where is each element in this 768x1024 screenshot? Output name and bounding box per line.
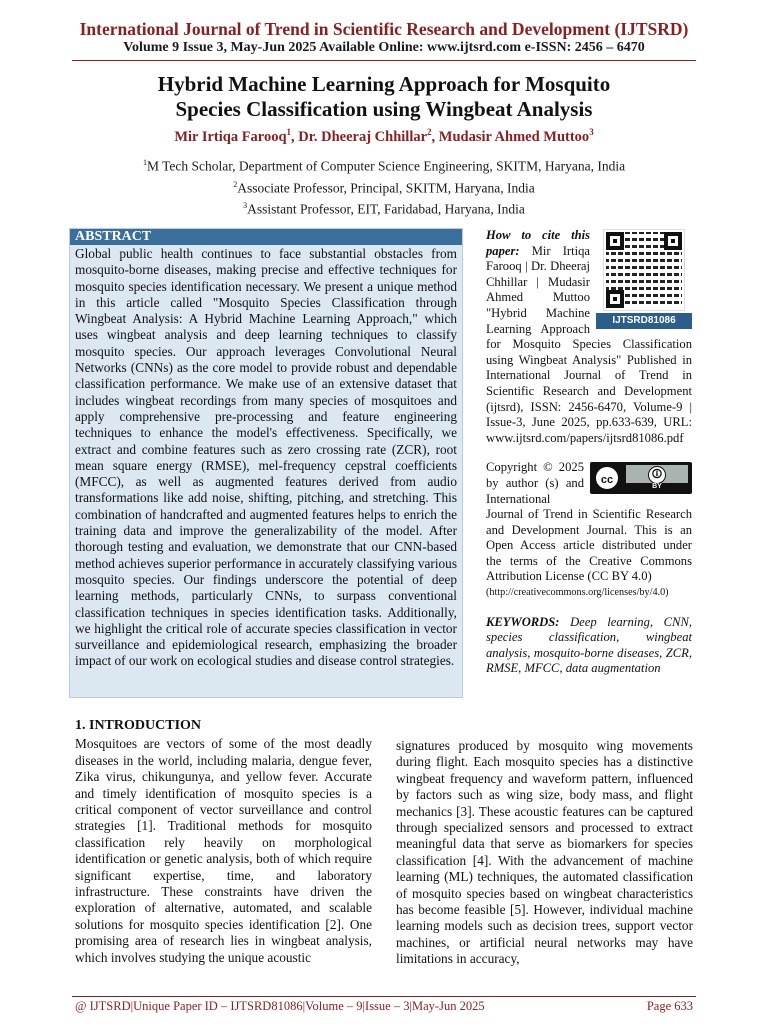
section-heading: 1. INTRODUCTION [75,718,202,733]
author-sup: 3 [589,127,594,137]
author-sep: , [431,128,439,145]
person-icon: 🛈 [648,466,666,484]
paper-title [0,72,768,122]
cc-icon: cc [594,465,620,491]
by-label: BY [626,483,688,491]
footer-paper-id: Unique Paper ID – IJTSRD81086 [133,999,303,1013]
footer-brand: @ IJTSRD [75,999,131,1013]
qr-code-icon [604,230,684,310]
intro-paragraph-left: Mosquitoes are vectors of some of the most deadly diseases in the world, including malaria, dengue fever, Zika virus, chikungunya, and yellow fever. Accurate and timely identification of mosquito species is a critical component of vector surveillance and control strategies [1]. Traditional methods for mosquito classification rely heavily on morphological identification or genetic analysis, both of which require significant expertise, time, and laboratory infrastructure. These constraints have driven the exploration of alternative, automated, and scalable solutions for mosquito species identification [2]. One promising area of research lies in wingbeat analysis, which involves studying the unique acoustic [75,736,372,965]
footer-volume: Volume – 9 [305,999,363,1013]
affiliations [0,154,768,219]
footer-period: May-Jun 2025 [412,999,485,1013]
cite-text: Mir Irtiqa Farooq | Dr. Dheeraj Chhillar | Mudasir Ahmed Muttoo "Hybrid Machine Learning Approach for Mosquito Species Classification using Wingbeat Analysis" Published in International Journal of Trend in Scientific Research and Development (ijtsrd), ISSN: 2456-6470, Volume-9 | Issue-3, June 2025, pp.633-639, URL: www.ijtsrd.com/papers/ijtsrd81086.pdf [486,243,692,445]
author-name: Dr. Dheeraj Chhillar [298,128,428,145]
citation-block [486,228,692,446]
copyright-text: Copyright © 2025 by author (s) and International Journal of Trend in Scientific Research and Development Journal. This is an Open Access article distributed under the terms of the Creative Commons Attribution License (CC BY 4.0) [486,460,692,584]
affiliation-line: $^3$Assistant Professor, EIT, Faridabad, Haryana, India [243,201,525,217]
header-divider [72,60,696,61]
author-list [0,127,768,146]
affiliation-line: $^1$M Tech Scholar, Department of Computer Science Engineering, SKITM, Haryana, India [142,158,626,174]
issue-line: Volume 9 Issue 3, May-Jun 2025 Available Online: www.ijtsrd.com e-ISSN: 2456 – 6470 [123,40,645,55]
keywords-text: Deep learning, CNN, species classification, wingbeat analysis, mosquito-borne diseases, ZCR, RMSE, MFCC, data augmentation [486,614,692,676]
qr-block [596,230,692,334]
keywords-label: KEYWORDS: [486,614,560,629]
intro-right-column [396,738,693,968]
cc-by-license-icon [590,462,692,494]
intro-left-column [75,718,372,966]
license-url[interactable]: (http://creativecommons.org/licenses/by/4.0) [486,587,669,599]
keywords-block [486,615,692,677]
journal-title: International Journal of Trend in Scientific Research and Development (IJTSRD) [79,19,689,39]
author-sep: , [291,128,299,145]
footer-divider [72,996,696,997]
cite-lead: How to cite this paper: [486,228,590,258]
abstract-box [69,228,463,698]
author-sup: 2 [427,127,432,137]
paper-title-line-2: Species Classification using Wingbeat Analysis [175,97,593,121]
intro-paragraph-right: signatures produced by mosquito wing movements during flight. Each mosquito species has a distinctive wingbeat frequency and waveform pattern, influenced by factors such as wing size, body mass, and flight mechanics [3]. These acoustic features can be captured through specialized sensors and processed to extract meaningful data that serve as biomarkers for species classification [4]. With the advancement of machine learning (ML) techniques, the automated classification of mosquito species based on wingbeat characteristics has become feasible [5]. However, individual machine learning models such as decision trees, support vector machines, or artificial neural networks may have limitations in accuracy, [396,738,693,967]
footer-issue: Issue – 3 [365,999,410,1013]
paper-title-line-1: Hybrid Machine Learning Approach for Mosquito [157,72,611,96]
affiliation-line: $^2$Associate Professor, Principal, SKITM, Haryana, India [233,179,535,195]
page-number: Page 633 [646,999,693,1013]
copyright-block [486,460,692,600]
author-sup: 1 [286,127,292,137]
abstract-text: Global public health continues to face substantial obstacles from mosquito-borne diseases, making precise and effective techniques for mosquito species identification necessary. We present a unique method in this article called "Mosquito Species Classification through Wingbeat Analysis: A Hybrid Machine Learning Approach," which uses wingbeat analysis and deep learning techniques to classify mosquito species. Our approach leverages Convolutional Neural Networks (CNNs) as the core model to provide robust and dependable classification performance. We make use of an extensive dataset that includes wingbeat recordings from many species of mosquitoes and apply comprehensive pre-processing and feature engineering techniques to enhance the model's effectiveness. Specifically, we extract and combine features such as zero crossing rate (ZCR), root mean square energy (RMSE), mel-frequency cepstral coefficients (MFCC), as well as augmented features derived from audio transformations like add noise, shifting, pitching, and stretching. This combination of handcrafted and augmented features helps to enrich the training data and improve the generalizability of the model. After thorough testing and evaluation, we demonstrate that our CNN-based method achieves superior performance in accurately classifying various mosquito species. Our findings underscore the potential of deep learning methods, particularly CNNs, to surpass conventional classification techniques in species identification tasks. Additionally, we highlight the critical role of accurate species classification in vector surveillance and epidemiological research, emphasizing the broader impact of our work on ecological studies and disease control strategies. [75,246,457,669]
page-footer: @ IJTSRD | Unique Paper ID – IJTSRD81086 | Volume – 9 | Issue – 3 | May-Jun 2025 Page 633 [75,999,693,1013]
qr-paper-id: IJTSRD81086 [596,313,692,329]
author-name: Mudasir Ahmed Muttoo [438,128,590,145]
side-column [486,228,692,677]
author-name: Mir Irtiqa Farooq [174,128,287,145]
abstract-heading: ABSTRACT [70,229,462,245]
journal-header [0,18,768,56]
